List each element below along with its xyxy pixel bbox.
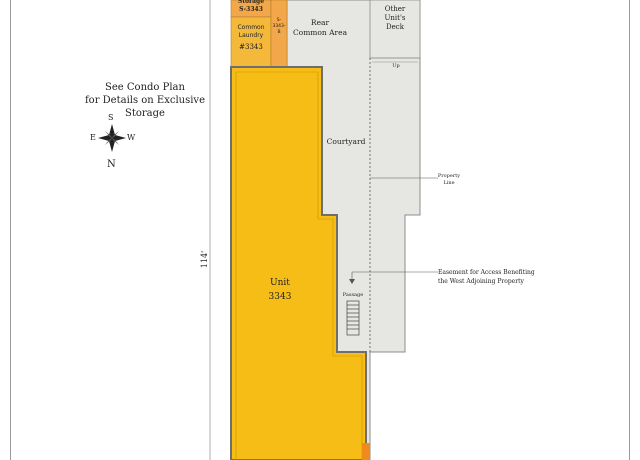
courtyard-label: Courtyard xyxy=(326,137,366,146)
laundry-label xyxy=(231,24,271,40)
small-storage-3: B xyxy=(277,30,281,35)
storage-label xyxy=(231,0,271,14)
rear-common-2: Common Area xyxy=(292,28,348,37)
condo-note-line2: for Details on Exclusive Storage xyxy=(84,95,206,119)
property-line-label xyxy=(434,173,464,187)
rear-common-1: Rear xyxy=(310,18,330,27)
property-line-label-1: Property xyxy=(437,173,461,179)
storage-label-1: Storage xyxy=(237,0,265,5)
compass-s: S xyxy=(108,113,114,122)
dimension-label: 114' xyxy=(200,250,210,269)
compass-n: N xyxy=(107,159,116,170)
easement-label xyxy=(438,268,535,286)
deck-label-3: Deck xyxy=(386,23,404,31)
compass-e: E xyxy=(90,133,96,142)
deck-label-1: Other xyxy=(384,5,406,13)
small-storage-label xyxy=(271,18,287,36)
storage-label-2: S-3343 xyxy=(239,6,263,13)
rear-common-label xyxy=(290,18,350,38)
small-storage-1: S- xyxy=(276,18,282,23)
laundry-label-1: Common xyxy=(237,24,265,31)
condo-note-line1: See Condo Plan xyxy=(105,82,185,93)
passage-label: Passage xyxy=(342,292,364,298)
easement-label-1: Easement for Access Benefiting xyxy=(438,269,535,276)
deck-label xyxy=(370,5,420,32)
easement-label-2: the West Adjoining Property xyxy=(438,278,524,285)
orange-strip xyxy=(362,443,370,460)
unit-label-1: Unit xyxy=(270,278,290,288)
laundry-label-2: Laundry xyxy=(238,32,264,39)
property-line-label-2: Line xyxy=(443,180,455,186)
compass-w: W xyxy=(127,133,136,142)
deck-label-2: Unit's xyxy=(384,14,406,22)
small-storage-2: 3343- xyxy=(272,24,286,29)
unit-label xyxy=(240,276,320,304)
unit-label-2: 3343 xyxy=(268,292,292,302)
laundry-number: #3343 xyxy=(239,43,263,51)
up-label: Up xyxy=(392,63,400,69)
